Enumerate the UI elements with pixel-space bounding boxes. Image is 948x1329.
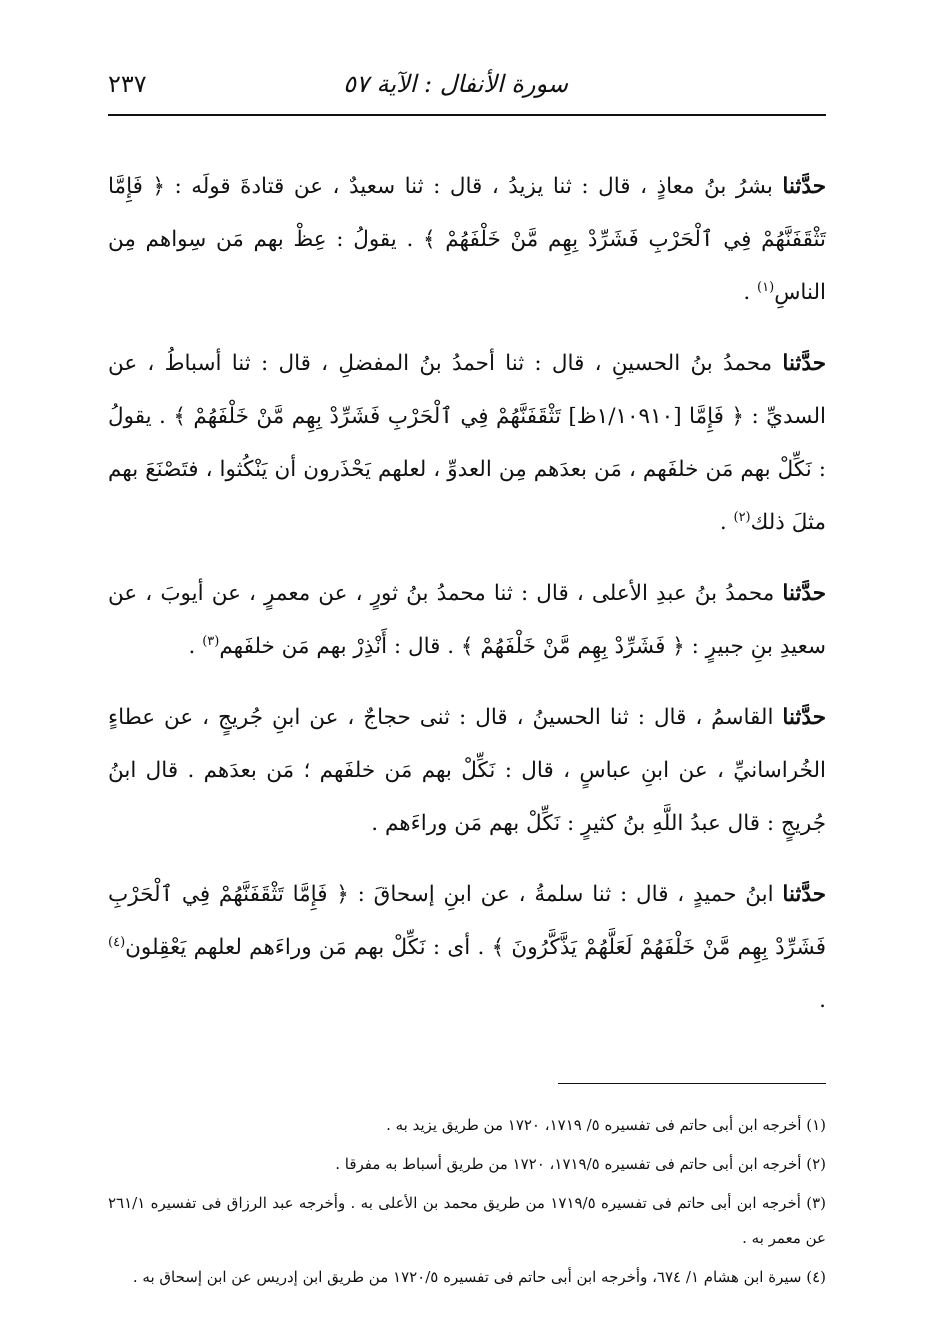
footnote: (٢) أخرجه ابن أبى حاتم فى تفسيره ١٧١٩/٥، ١٧٢٠ من طريق أسباط به مفرقا . <box>335 1155 826 1173</box>
narration-lead: حدَّثنا <box>782 882 826 907</box>
hadith-paragraph <box>108 868 826 1027</box>
footnote: (١) أخرجه ابن أبى حاتم فى تفسيره ٥/ ١٧١٩، ١٧٢٠ من طريق يزيد به . <box>386 1116 826 1134</box>
book-page <box>108 52 826 1292</box>
footnote-reference: (١) <box>757 279 775 295</box>
narration-lead: حدَّثنا <box>782 705 826 730</box>
paragraph-end: . <box>819 988 826 1013</box>
hadith-paragraph <box>108 567 826 673</box>
narration-lead: حدَّثنا <box>782 581 826 606</box>
footnote: (٤) سيرة ابن هشام ١/ ٦٧٤، وأخرجه ابن أبى حاتم فى تفسيره ١٧٢٠/٥ من طريق ابن إدريس عن ابن إسحاق به . <box>132 1268 826 1286</box>
hadith-paragraph <box>108 160 826 319</box>
footnote: (٣) أخرجه ابن أبى حاتم فى تفسيره ١٧١٩/٥ من طريق محمد بن الأعلى به . وأخرجه عبد الرزاق فى تفسيره ٢٦١/١ عن معمر به . <box>108 1194 827 1247</box>
paragraph-text: محمدُ بنُ عبدِ الأعلى ، قال : ثنا محمدُ بنُ ثورٍ ، عن معمرٍ ، عن أيوبَ ، عن سعيدِ بنِ جبيرٍ : ﴿ فَشَرِّدْ بِهِم مَّنْ خَلْفَهُمْ ﴾ . قال : أَنْذِرْ بهم مَن خلفَهم <box>108 581 826 659</box>
hadith-paragraph <box>108 691 826 850</box>
footnote-reference: (٣) <box>202 633 220 649</box>
main-text <box>108 160 826 1027</box>
footnote-reference: (٤) <box>108 934 126 950</box>
narration-lead: حدَّثنا <box>782 174 826 199</box>
paragraph-text: محمدُ بنُ الحسينِ ، قال : ثنا أحمدُ بنُ المفضلِ ، قال : ثنا أسباطُ ، عن السديِّ : ﴿ فَإِمَّا [١/١٠٩١٠ظ] تَثْقَفَنَّهُمْ فِي ٱلْحَرْبِ فَشَرِّدْ بِهِم مَّنْ خَلْفَهُمْ ﴾ . يقولُ : نَكِّلْ بهم مَن خلفَهم ، مَن بعدَهم مِن العدوِّ ، لعلهم يَحْذَرون أن يَنْكُثوا ، فتَصْنَعَ بهم مثلَ ذلك <box>108 351 827 535</box>
page-number: ٢٣٧ <box>108 70 147 98</box>
paragraph-text: بشرُ بنُ معاذٍ ، قال : ثنا يزيدُ ، قال : ثنا سعيدٌ ، عن قتادةَ قولَه : ﴿ فَإِمَّا تَثْقَفَنَّهُمْ فِي ٱلْحَرْبِ فَشَرِّدْ بِهِم مَّنْ خَلْفَهُمْ ﴾ . يقولُ : عِظْ بهم مَن سِواهم مِن الناسِ <box>108 174 826 305</box>
hadith-paragraph <box>108 337 826 549</box>
paragraph-end: . <box>719 510 734 535</box>
paragraph-end: . <box>188 634 203 659</box>
running-header <box>108 52 826 116</box>
footnote-divider <box>558 1083 826 1084</box>
paragraph-end: . <box>743 280 758 305</box>
footnotes <box>108 1108 826 1295</box>
narration-lead: حدَّثنا <box>782 351 826 376</box>
paragraph-text: ابنُ حميدٍ ، قال : ثنا سلمةُ ، عن ابنِ إسحاقَ : ﴿ فَإِمَّا تَثْقَفَنَّهُمْ فِي ٱلْحَرْبِ فَشَرِّدْ بِهِم مَّنْ خَلْفَهُمْ لَعَلَّهُمْ يَذَّكَّرُونَ ﴾ . أى : نَكِّلْ بهم مَن وراءَهم لعلهم يَعْقِلون <box>108 882 826 960</box>
running-title: سورة الأنفال : الآية ٥٧ <box>343 70 568 98</box>
paragraph-text: القاسمُ ، قال : ثنا الحسينُ ، قال : ثنى حجاجٌ ، عن ابنِ جُريجٍ ، عن عطاءٍ الخُراسانيِّ ، عن ابنِ عباسٍ ، قال : نَكِّلْ بهم مَن خلفَهم ؛ مَن بعدَهم . قال ابنُ جُريجٍ : قال عبدُ اللَّهِ بنُ كثيرٍ : نَكِّلْ بهم مَن وراءَهم . <box>108 705 826 836</box>
footnote-reference: (٢) <box>733 509 751 525</box>
